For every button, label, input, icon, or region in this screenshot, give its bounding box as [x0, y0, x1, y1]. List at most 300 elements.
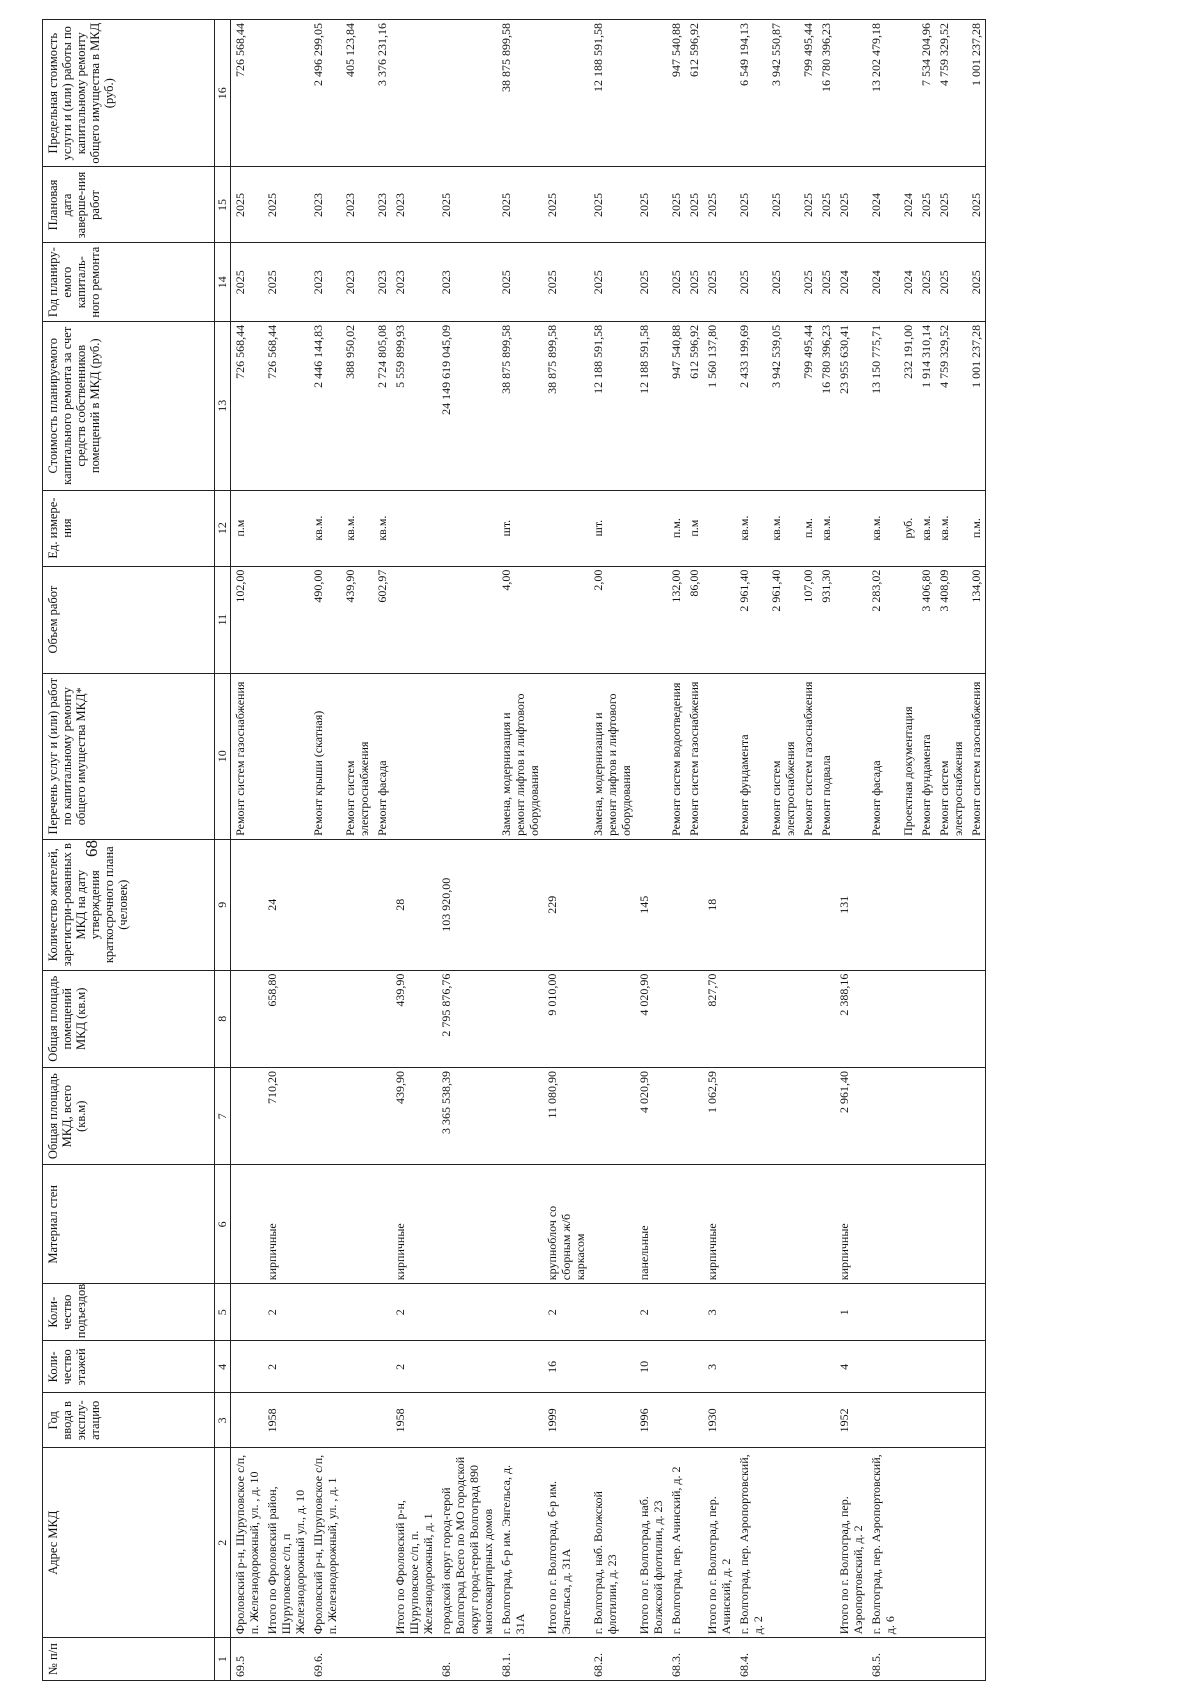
table-cell	[703, 20, 735, 167]
table-cell: 2024	[835, 243, 867, 321]
table-cell	[967, 1448, 986, 1638]
table-cell: Проектная документация	[899, 673, 917, 839]
table-cell	[437, 20, 497, 167]
table-cell: г. Волгоград, пер. Ачинский, д. 2	[667, 1448, 685, 1638]
table-cell	[767, 1165, 799, 1284]
table-cell: 2025	[935, 167, 967, 243]
repair-plan-table	[42, 19, 986, 1681]
table-cell	[635, 566, 667, 673]
table-cell: 1958	[391, 1393, 437, 1448]
table-cell: 9 010,00	[543, 970, 589, 1067]
table-cell: кв.м.	[917, 490, 935, 566]
table-cell: 2025	[917, 167, 935, 243]
table-row	[767, 20, 799, 1681]
table-cell: 1 001 237,28	[967, 20, 986, 167]
table-cell: п.м.	[967, 490, 986, 566]
table-cell: 2 961,40	[735, 566, 767, 673]
table-cell	[231, 839, 264, 970]
table-cell	[373, 1165, 391, 1284]
header-cell: Коли-чество подъездов	[43, 1284, 215, 1341]
table-cell	[667, 839, 685, 970]
table-cell: 726 568,44	[231, 321, 264, 490]
table-cell: кв.м.	[867, 490, 899, 566]
table-cell	[917, 1393, 935, 1448]
table-cell: 612 596,92	[685, 20, 703, 167]
column-number: 12	[215, 490, 231, 566]
table-cell	[817, 970, 835, 1067]
table-cell: 1	[835, 1284, 867, 1341]
table-cell	[635, 1638, 667, 1681]
table-row	[935, 20, 967, 1681]
table-cell: Замена, модернизация и ремонт лифтов и лифтового оборудования	[589, 673, 635, 839]
table-cell	[437, 1393, 497, 1448]
column-number: 8	[215, 970, 231, 1067]
table-cell	[799, 1448, 817, 1638]
table-cell	[835, 566, 867, 673]
table-cell: 2 433 199,69	[735, 321, 767, 490]
table-cell: кв.м.	[309, 490, 341, 566]
table-cell: 134,00	[967, 566, 986, 673]
table-cell	[817, 1448, 835, 1638]
table-cell	[667, 1284, 685, 1341]
header-cell: Общая площадь помещений МКД (кв.м)	[43, 970, 215, 1067]
table-cell	[917, 1165, 935, 1284]
table-cell	[543, 20, 589, 167]
table-cell	[767, 1067, 799, 1164]
table-cell	[667, 1393, 685, 1448]
table-cell	[917, 839, 935, 970]
table-cell: 2 388,16	[835, 970, 867, 1067]
header-cell: № п/п	[43, 1638, 215, 1681]
table-cell: кв.м.	[373, 490, 391, 566]
header-cell: Общая площадь МКД, всего (кв.м)	[43, 1067, 215, 1164]
column-number: 9	[215, 839, 231, 970]
table-cell: 2	[263, 1284, 309, 1341]
table-cell	[667, 1067, 685, 1164]
table-cell	[685, 1341, 703, 1393]
table-cell: 2025	[263, 167, 309, 243]
table-cell	[735, 1284, 767, 1341]
table-cell: 2,00	[589, 566, 635, 673]
table-cell: 12 188 591,58	[589, 321, 635, 490]
table-cell	[543, 566, 589, 673]
table-cell: 145	[635, 839, 667, 970]
table-cell: 827,70	[703, 970, 735, 1067]
table-cell	[799, 1165, 817, 1284]
column-number: 14	[215, 243, 231, 321]
table-cell: 18	[703, 839, 735, 970]
table-cell: 2025	[437, 167, 497, 243]
table-cell: 799 495,44	[799, 321, 817, 490]
table-cell	[799, 1341, 817, 1393]
table-cell: Ремонт фасада	[867, 673, 899, 839]
table-cell	[867, 1393, 899, 1448]
table-cell: 5 559 899,93	[391, 321, 437, 490]
table-row	[263, 20, 309, 1681]
table-cell: 38 875 899,58	[543, 321, 589, 490]
table-cell	[685, 1448, 703, 1638]
table-cell: 2025	[935, 243, 967, 321]
table-row	[497, 20, 543, 1681]
table-cell: Замена, модернизация и ремонт лифтов и лифтового оборудования	[497, 673, 543, 839]
table-cell	[899, 1165, 917, 1284]
table-cell	[437, 1341, 497, 1393]
table-cell: 4 020,90	[635, 1067, 667, 1164]
table-cell	[589, 1067, 635, 1164]
table-cell	[935, 1638, 967, 1681]
table-cell: 1 062,59	[703, 1067, 735, 1164]
table-cell	[373, 839, 391, 970]
table-cell: 2	[391, 1341, 437, 1393]
table-cell	[967, 1284, 986, 1341]
table-cell: 6 549 194,13	[735, 20, 767, 167]
table-cell	[391, 20, 437, 167]
table-cell: 4 759 329,52	[935, 321, 967, 490]
table-cell	[967, 970, 986, 1067]
table-cell	[867, 1067, 899, 1164]
table-cell	[543, 490, 589, 566]
table-cell: 131	[835, 839, 867, 970]
table-cell: 2025	[703, 243, 735, 321]
table-cell: кирпичные	[835, 1165, 867, 1284]
table-cell: 658,80	[263, 970, 309, 1067]
table-cell	[341, 970, 373, 1067]
table-row	[667, 20, 685, 1681]
table-cell: 16 780 396,23	[817, 20, 835, 167]
table-cell	[817, 1284, 835, 1341]
table-cell: 2025	[967, 167, 986, 243]
table-cell	[635, 20, 667, 167]
column-number: 1	[215, 1638, 231, 1681]
table-cell	[835, 1638, 867, 1681]
table-cell: 490,00	[309, 566, 341, 673]
header-cell: Перечень услуг и (или) работ по капитальному ремонту общего имущества МКД*	[43, 673, 215, 839]
table-row	[835, 20, 867, 1681]
table-cell	[735, 1393, 767, 1448]
table-cell	[263, 673, 309, 839]
table-cell: 2 446 144,83	[309, 321, 341, 490]
table-row	[341, 20, 373, 1681]
header-cell: Год планиру-емого капиталь-ного ремонта	[43, 243, 215, 321]
table-cell	[735, 1165, 767, 1284]
header-cell: Ед. измере-ния	[43, 490, 215, 566]
column-number: 6	[215, 1165, 231, 1284]
table-cell	[935, 1067, 967, 1164]
table-cell	[767, 1638, 799, 1681]
table-cell: Ремонт подвала	[817, 673, 835, 839]
table-cell	[635, 490, 667, 566]
table-cell	[899, 1284, 917, 1341]
table-cell	[917, 1341, 935, 1393]
table-cell: 3	[703, 1341, 735, 1393]
table-cell	[341, 1638, 373, 1681]
table-cell: 38 875 899,58	[497, 20, 543, 167]
table-cell: 710,20	[263, 1067, 309, 1164]
table-cell: 2023	[309, 167, 341, 243]
table-cell: 28	[391, 839, 437, 970]
table-cell: 2025	[799, 167, 817, 243]
table-cell: 1996	[635, 1393, 667, 1448]
table-cell: Итого по Фроловский район, Шуруповское с/п, п Железнодорожный ул., д. 10	[263, 1448, 309, 1638]
table-cell: Итого по г. Волгоград, пер. Ачинский, д. 2	[703, 1448, 735, 1638]
table-cell	[917, 1067, 935, 1164]
table-cell	[391, 490, 437, 566]
table-cell: крупноблоч со сборным ж/б каркасом	[543, 1165, 589, 1284]
table-cell	[373, 1284, 391, 1341]
table-cell	[967, 1067, 986, 1164]
table-cell: 2025	[817, 243, 835, 321]
table-cell	[799, 1638, 817, 1681]
table-cell: 13 202 479,18	[867, 20, 899, 167]
table-cell	[703, 490, 735, 566]
table-cell	[341, 1448, 373, 1638]
table-cell	[899, 1341, 917, 1393]
table-cell	[309, 1341, 341, 1393]
table-row	[373, 20, 391, 1681]
table-cell: 86,00	[685, 566, 703, 673]
table-cell: Ремонт систем газоснабжения	[685, 673, 703, 839]
header-cell: Адрес МКД	[43, 1448, 215, 1638]
table-cell	[867, 1341, 899, 1393]
table-cell: 2025	[735, 243, 767, 321]
table-cell: 3 365 538,39	[437, 1067, 497, 1164]
table-cell	[437, 673, 497, 839]
table-cell	[437, 490, 497, 566]
table-cell	[589, 1341, 635, 1393]
table-cell: 69.6.	[309, 1638, 341, 1681]
table-cell: 439,90	[391, 970, 437, 1067]
table-cell: 726 568,44	[231, 20, 264, 167]
table-cell: 2 496 299,05	[309, 20, 341, 167]
table-cell	[967, 839, 986, 970]
table-cell	[589, 1393, 635, 1448]
table-cell	[735, 839, 767, 970]
table-cell	[817, 1393, 835, 1448]
table-cell	[341, 1067, 373, 1164]
table-row	[967, 20, 986, 1681]
table-cell: 3 942 550,87	[767, 20, 799, 167]
table-cell: Ремонт фундамента	[735, 673, 767, 839]
table-cell: 1930	[703, 1393, 735, 1448]
table-cell	[589, 839, 635, 970]
table-row	[543, 20, 589, 1681]
table-cell: 102,00	[231, 566, 264, 673]
table-cell	[391, 1638, 437, 1681]
table-cell	[799, 839, 817, 970]
table-cell: 2 724 805,08	[373, 321, 391, 490]
table-cell: Ремонт систем электроснабжения	[935, 673, 967, 839]
table-cell	[767, 1341, 799, 1393]
table-cell: Ремонт систем электроснабжения	[341, 673, 373, 839]
table-cell	[341, 1393, 373, 1448]
table-cell: 2025	[703, 167, 735, 243]
table-cell	[231, 1341, 264, 1393]
header-cell: Стоимость планируемого капитального ремонта за счет средств собственников помещений в МКД (руб.)	[43, 321, 215, 490]
table-cell: кирпичные	[391, 1165, 437, 1284]
header-cell: Год ввода в эксплу-атацию	[43, 1393, 215, 1448]
table-cell: 439,90	[391, 1067, 437, 1164]
header-cell: Количество жителей, зарегистри-рованных в МКД на дату утверждения краткосрочного плана (человек)	[43, 839, 215, 970]
table-cell	[437, 566, 497, 673]
table-cell: 68.5.	[867, 1638, 899, 1681]
table-cell: Итого по Фроловский р-н, Шуруповское с/п, п. Железнодорожный, д. 1	[391, 1448, 437, 1638]
table-cell	[935, 1393, 967, 1448]
table-cell	[309, 1165, 341, 1284]
table-cell	[263, 490, 309, 566]
table-row	[703, 20, 735, 1681]
table-cell: Ремонт фундамента	[917, 673, 935, 839]
table-cell: 4 020,90	[635, 970, 667, 1067]
table-cell	[899, 839, 917, 970]
table-cell	[341, 1341, 373, 1393]
table-cell: Ремонт фасада	[373, 673, 391, 839]
table-cell: г. Волгоград, пер. Аэропортовский, д. 6	[867, 1448, 899, 1638]
table-cell	[263, 20, 309, 167]
table-cell	[391, 673, 437, 839]
table-cell	[667, 1165, 685, 1284]
table-cell: Итого по г. Волгоград, пер. Аэропортовский, д. 2	[835, 1448, 867, 1638]
table-cell	[373, 1393, 391, 1448]
table-cell	[817, 1067, 835, 1164]
column-number: 4	[215, 1341, 231, 1393]
table-cell: руб.	[899, 490, 917, 566]
table-cell: 2025	[799, 243, 817, 321]
table-cell: 2025	[767, 167, 799, 243]
table-cell	[373, 1638, 391, 1681]
table-cell	[437, 1165, 497, 1284]
table-cell: 2023	[391, 167, 437, 243]
table-cell	[373, 970, 391, 1067]
column-number: 3	[215, 1393, 231, 1448]
table-cell	[341, 839, 373, 970]
column-number: 10	[215, 673, 231, 839]
table-row	[817, 20, 835, 1681]
table-cell: 2025	[685, 243, 703, 321]
table-cell	[231, 1393, 264, 1448]
table-cell: 2024	[899, 243, 917, 321]
table-body	[231, 20, 986, 1681]
table-cell	[589, 1284, 635, 1341]
table-cell: 24	[263, 839, 309, 970]
table-row	[231, 20, 264, 1681]
table-row	[917, 20, 935, 1681]
table-cell	[231, 1165, 264, 1284]
table-cell: 2025	[497, 243, 543, 321]
table-cell	[309, 1284, 341, 1341]
table-cell: 11 080,90	[543, 1067, 589, 1164]
table-cell: Ремонт систем газоснабжения	[967, 673, 986, 839]
table-cell	[867, 970, 899, 1067]
table-cell: 232 191,00	[899, 321, 917, 490]
table-cell: 68.4.	[735, 1638, 767, 1681]
table-cell: 68.2.	[589, 1638, 635, 1681]
table-cell: 2	[391, 1284, 437, 1341]
table-cell	[917, 1284, 935, 1341]
table-row	[899, 20, 917, 1681]
table-cell: 1952	[835, 1393, 867, 1448]
table-cell	[899, 1393, 917, 1448]
table-cell	[967, 1165, 986, 1284]
table-cell: г. Волгоград, пер. Аэропортовский, д. 2	[735, 1448, 767, 1638]
table-row	[635, 20, 667, 1681]
table-cell	[967, 1341, 986, 1393]
table-cell	[767, 1448, 799, 1638]
table-cell: 2025	[835, 167, 867, 243]
column-number: 11	[215, 566, 231, 673]
table-cell	[685, 839, 703, 970]
table-row	[309, 20, 341, 1681]
table-cell: 4	[835, 1341, 867, 1393]
table-cell	[867, 1165, 899, 1284]
table-cell: 2025	[231, 243, 264, 321]
table-cell	[667, 970, 685, 1067]
table-cell: Итого по г. Волгоград, б-р им. Энгельса, д. 31А	[543, 1448, 589, 1638]
table-cell: 1 560 137,80	[703, 321, 735, 490]
table-cell: Итого по г. Волгоград, наб. Волжской флотилии, д. 23	[635, 1448, 667, 1638]
table-cell: п.м	[685, 490, 703, 566]
table-cell: кв.м.	[341, 490, 373, 566]
table-cell	[935, 1341, 967, 1393]
table-cell: 2024	[899, 167, 917, 243]
table-cell	[589, 1165, 635, 1284]
table-row	[867, 20, 899, 1681]
table-cell: 2 961,40	[835, 1067, 867, 1164]
table-cell: 2025	[667, 167, 685, 243]
header-cell: Предельная стоимость услуги и (или) работы по капитальному ремонту общего имущества в МКД (руб.)	[43, 20, 215, 167]
table-cell	[817, 1165, 835, 1284]
table-cell	[685, 1067, 703, 1164]
column-number: 13	[215, 321, 231, 490]
table-cell: 7 534 204,96	[917, 20, 935, 167]
table-cell: кв.м.	[735, 490, 767, 566]
table-cell: 2025	[967, 243, 986, 321]
table-cell: 2025	[543, 243, 589, 321]
table-cell	[231, 970, 264, 1067]
table-cell	[799, 1284, 817, 1341]
table-cell	[867, 1284, 899, 1341]
table-cell: 13 150 775,71	[867, 321, 899, 490]
table-cell	[867, 839, 899, 970]
table-cell: Ремонт систем газоснабжения	[799, 673, 817, 839]
table-cell	[373, 1341, 391, 1393]
table-cell: кв.м.	[935, 490, 967, 566]
table-cell: шт.	[589, 490, 635, 566]
table-cell: 68.3.	[667, 1638, 685, 1681]
table-cell: 229	[543, 839, 589, 970]
table-cell	[899, 20, 917, 167]
table-cell: 2025	[735, 167, 767, 243]
table-cell: 68.1.	[497, 1638, 543, 1681]
table-cell: 2 795 876,76	[437, 970, 497, 1067]
table-cell: 2023	[373, 243, 391, 321]
table-cell: 3 408,09	[935, 566, 967, 673]
table-cell	[899, 566, 917, 673]
table-cell: 2 961,40	[767, 566, 799, 673]
table-cell	[703, 673, 735, 839]
table-cell: 602,97	[373, 566, 391, 673]
column-number: 15	[215, 167, 231, 243]
table-cell: Ремонт систем электроснабжения	[767, 673, 799, 839]
table-cell: 2023	[373, 167, 391, 243]
table-cell: 2 283,02	[867, 566, 899, 673]
column-number: 16	[215, 20, 231, 167]
table-cell	[735, 970, 767, 1067]
table-cell: 2023	[341, 243, 373, 321]
table-cell: 2025	[767, 243, 799, 321]
table-cell: 2025	[589, 167, 635, 243]
table-cell: 4,00	[497, 566, 543, 673]
table-cell	[935, 970, 967, 1067]
